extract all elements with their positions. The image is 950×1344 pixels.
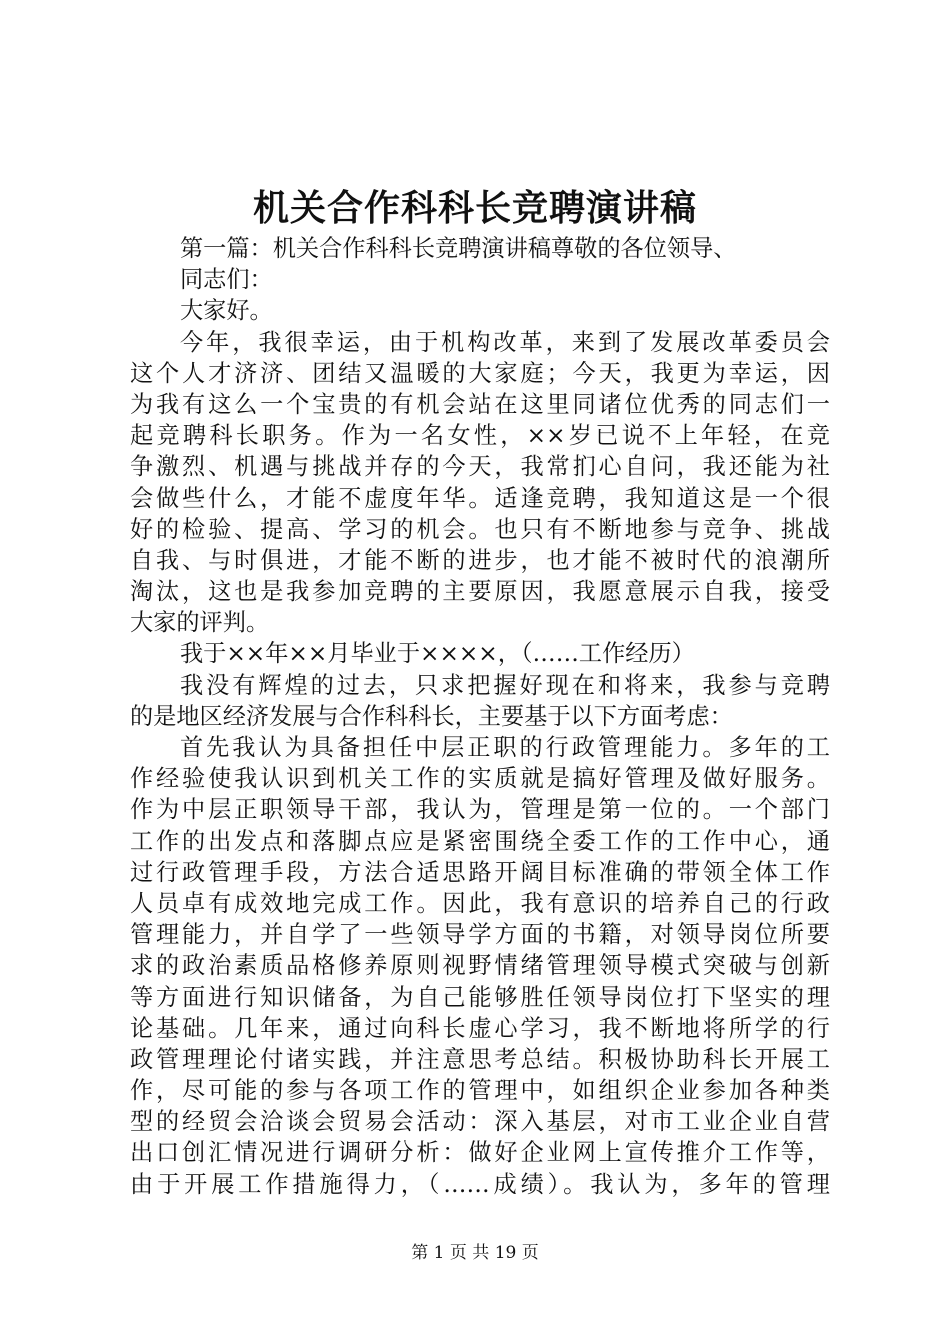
text-line: 淘汰，这也是我参加竞聘的主要原因，我愿意展示自我，接受 (130, 578, 830, 606)
text-line: 政管理理论付诸实践，并注意思考总结。积极协助科长开展工 (130, 1045, 830, 1073)
text-line: 作，尽可能的参与各项工作的管理中，如组织企业参加各种类 (130, 1077, 830, 1105)
text-line: 会做些什么，才能不虚度年华。适逢竞聘，我知道这是一个很 (130, 484, 830, 512)
text-line: 好的检验、提高、学习的机会。也只有不断地参与竞争、挑战 (130, 515, 830, 543)
document-title: 机关合作科科长竞聘演讲稿 (252, 187, 697, 229)
text-line: 型的经贸会洽谈会贸易会活动：深入基层，对市工业企业自营 (130, 1108, 830, 1136)
text-line: 首先我认为具备担任中层正职的行政管理能力。多年的工 (180, 734, 830, 761)
text-line: 我于××年××月毕业于××××，（……工作经历） (180, 640, 695, 668)
text-line: 今年，我很幸运，由于机构改革，来到了发展改革委员会 (180, 328, 830, 356)
text-line: 大家的评判。 (130, 609, 270, 637)
text-line: 同志们： (180, 266, 273, 294)
text-line: 等方面进行知识储备，为自己能够胜任领导岗位打下坚实的理 (130, 983, 830, 1011)
text-line: 由于开展工作措施得力，（……成绩）。我认为，多年的管理 (130, 1170, 830, 1198)
text-line: 为我有这么一个宝贵的有机会站在这里同诸位优秀的同志们一 (130, 390, 830, 418)
text-line: 管理能力，并自学了一些领导学方面的书籍，对领导岗位所要 (130, 921, 830, 949)
text-line: 出口创汇情况进行调研分析：做好企业网上宣传推介工作等， (130, 1139, 830, 1167)
text-line: 作为中层正职领导干部，我认为，管理是第一位的。一个部门 (130, 796, 830, 824)
text-line: 作经验使我认识到机关工作的实质就是搞好管理及做好服务。 (130, 765, 830, 793)
page-footer: 第 1 页 共 19 页 (411, 1243, 539, 1263)
text-line: 自我、与时俱进，才能不断的进步，也才能不被时代的浪潮所 (130, 546, 830, 574)
text-line: 第一篇：机关合作科科长竞聘演讲稿尊敬的各位领导、 (180, 235, 737, 262)
text-line: 过行政管理手段，方法合适思路开阔目标准确的带领全体工作 (130, 858, 830, 886)
text-line: 争激烈、机遇与挑战并存的今天，我常扪心自问，我还能为社 (130, 453, 830, 481)
text-line: 工作的出发点和落脚点应是紧密围绕全委工作的工作中心，通 (130, 827, 830, 855)
text-line: 这个人才济济、团结又温暖的大家庭；今天，我更为幸运，因 (130, 359, 830, 387)
text-line: 大家好。 (180, 297, 273, 325)
text-line: 起竞聘科长职务。作为一名女性，××岁已说不上年轻，在竞 (130, 422, 830, 450)
text-line: 人员卓有成效地完成工作。因此，我有意识的培养自己的行政 (130, 889, 830, 917)
document-body (130, 233, 830, 1200)
text-line: 的是地区经济发展与合作科科长，主要基于以下方面考虑： (130, 702, 733, 730)
text-line: 我没有辉煌的过去，只求把握好现在和将来，我参与竞聘 (180, 671, 830, 699)
text-line: 求的政治素质品格修养原则视野情绪管理领导模式突破与创新 (130, 952, 830, 980)
text-line: 论基础。几年来，通过向科长虚心学习，我不断地将所学的行 (130, 1014, 830, 1042)
